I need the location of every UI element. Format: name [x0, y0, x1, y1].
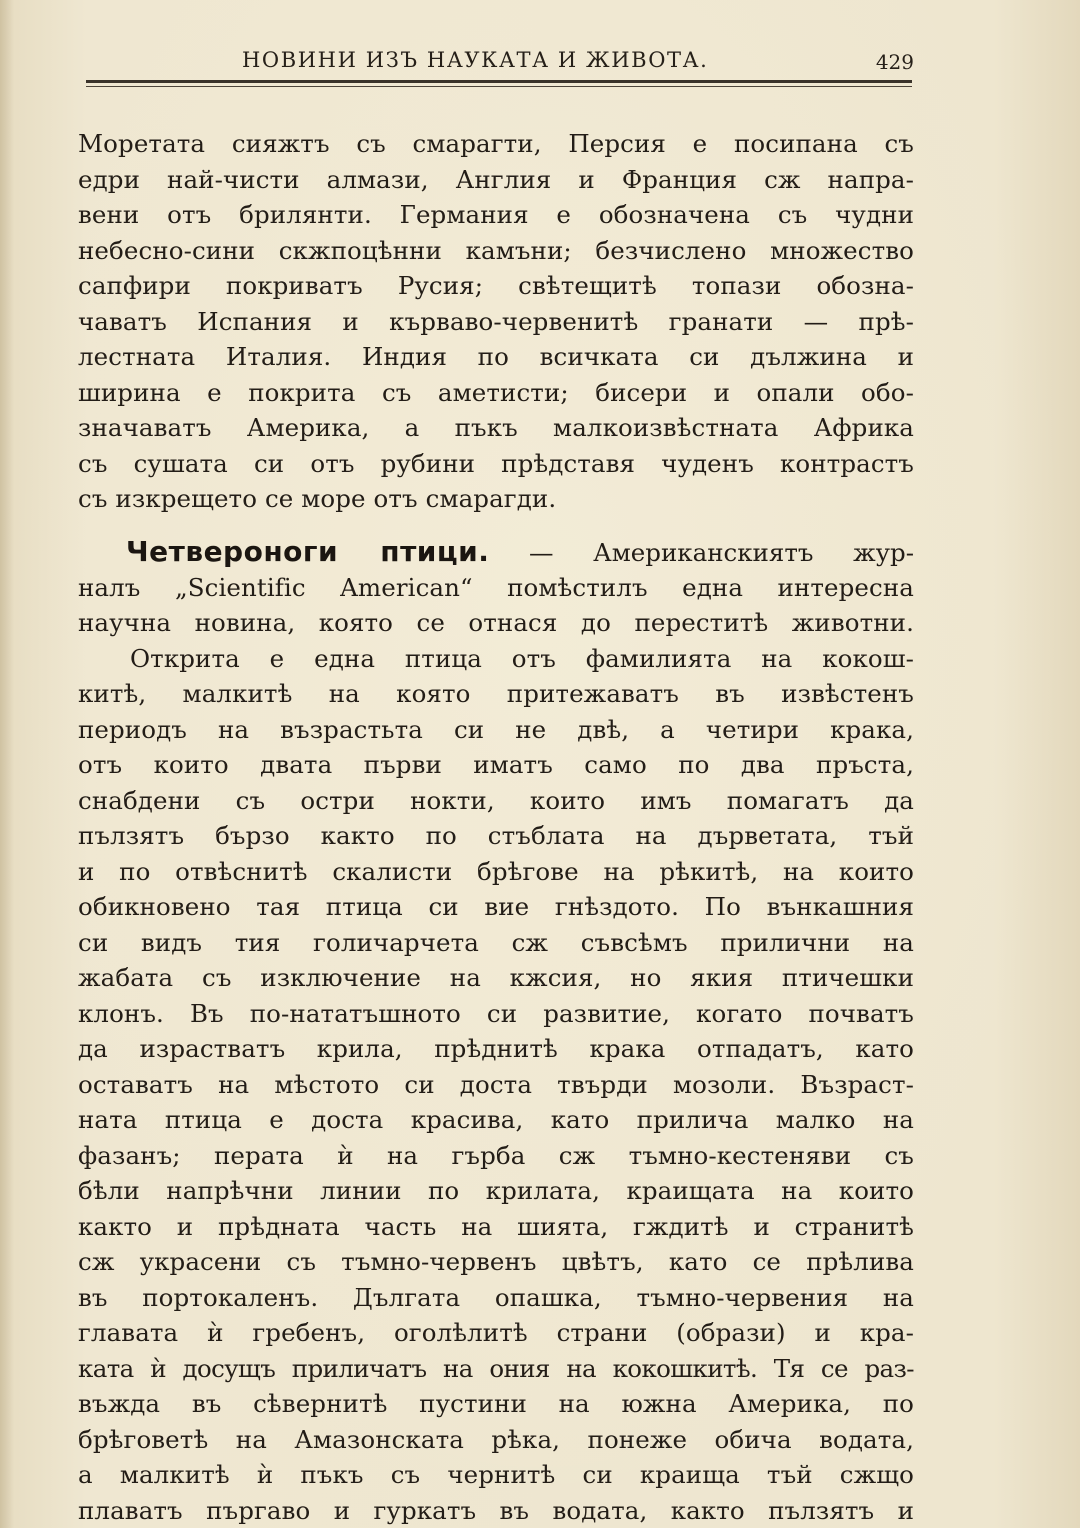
text-line: а малкитѣ ѝ пъкъ съ чернитѣ си краища тъй сжщо — [78, 1460, 914, 1489]
text-line: оставатъ на мѣстото си доста твърди мозоли. Възраст- — [78, 1069, 914, 1099]
text-line: значаватъ Америка, а пъкъ малкоизвѣстната Африка — [78, 413, 914, 442]
text-line: ката ѝ досущъ приличатъ на ония на кокошкитѣ. Тя се раз- — [78, 1353, 914, 1383]
text-line: ната птица е доста красива, като прилича малко на — [78, 1105, 914, 1134]
text-line: вени отъ брилянти. Германия е обозначена съ чудни — [78, 200, 914, 229]
text-line: китѣ, малкитѣ на която притежаватъ въ извѣстенъ — [78, 679, 914, 708]
section-four-legged-birds — [78, 534, 914, 641]
text-line: лестната Италия. Индия по всичката си дължина и — [78, 342, 914, 371]
text-line: чаватъ Испания и кърваво-червенитѣ гранати — прѣ- — [78, 306, 914, 336]
text-line: пълзятъ бързо както по стъблата на дърветата, тъй — [78, 821, 914, 850]
article-body — [78, 126, 914, 1528]
text-line: Моретата сияжтъ съ смарагти, Персия е посипана съ — [78, 129, 914, 158]
header-rule-thick — [86, 80, 912, 83]
text-line: въ портокаленъ. Дългата опашка, тъмно-червения на — [78, 1282, 914, 1312]
text-line: както и прѣдната часть на шията, гждитѣ и странитѣ — [78, 1211, 914, 1241]
running-head — [82, 46, 914, 78]
page-edge-shadow — [0, 0, 14, 1528]
section-heading-line — [78, 534, 914, 570]
text-line: обикновено тая птица си вие гнѣздото. По вънкашния — [78, 892, 914, 921]
paragraph-spacer — [78, 517, 914, 534]
running-title: НОВИНИ ИЗЪ НАУКАТА И ЖИВОТА. — [242, 48, 709, 72]
paragraph-gems — [78, 126, 914, 517]
text-line: съ изкрещето се море отъ смарагди. — [78, 484, 557, 513]
paragraph-bird-description — [78, 641, 914, 1528]
text-line: налъ „Scientific American“ помѣстилъ една интересна — [78, 572, 914, 602]
text-line: фазанъ; перата ѝ на гърба сж тъмно-кестеняви съ — [78, 1140, 914, 1170]
text-line: отъ които двата първи иматъ само по два пръста, — [78, 750, 914, 779]
text-line: периодъ на възрастьта си не двѣ, а четири крака, — [78, 714, 914, 744]
text-line: ширина е покрита съ аметисти; бисери и опали обо- — [78, 377, 914, 407]
header-rule-thin — [86, 86, 912, 87]
text-line: сапфири покриватъ Русия; свѣтещитѣ топази обозна- — [78, 271, 914, 300]
text-line: съ сушата си отъ рубини прѣдставя чуденъ контрастъ — [78, 448, 914, 478]
text-line: едри най-чисти алмази, Англия и Франция сж напра- — [78, 164, 914, 194]
text-line: Открита е една птица отъ фамилията на кокош- — [130, 643, 914, 673]
text-line: снабдени съ остри нокти, които имъ помагатъ да — [78, 785, 914, 815]
page-number: 429 — [875, 50, 914, 74]
text-line: клонъ. Въ по-нататъшното си развитие, когато почватъ — [78, 998, 914, 1028]
text-line: въжда въ сѣвернитѣ пустини на южна Америка, по — [78, 1389, 914, 1418]
section-heading: Четвероноги птици. — [126, 534, 490, 568]
text-line: бѣли напрѣчни линии по крилата, краищата на които — [78, 1176, 914, 1205]
text-line: да израстватъ крила, прѣднитѣ крака отпадатъ, като — [78, 1034, 914, 1063]
text-line: жабата съ изключение на кжсия, но якия птичешки — [78, 963, 914, 992]
text-line: сж украсени съ тъмно-червенъ цвѣтъ, като се прѣлива — [78, 1247, 914, 1276]
text-line: брѣговетѣ на Амазонската рѣка, понеже обича водата, — [78, 1424, 914, 1454]
text-line: и по отвѣснитѣ скалисти брѣгове на рѣкитѣ, на които — [78, 856, 914, 886]
text-line: небесно-сини скжпоцѣнни камъни; безчислено множество — [78, 235, 914, 265]
section-heading-continuation: — Американскиятъ жур- — [529, 537, 914, 567]
text-line: главата ѝ гребенъ, оголѣлитѣ страни (образи) и кра- — [78, 1318, 914, 1347]
text-line: си видъ тия голичарчета сж съвсѣмъ прилични на — [78, 927, 914, 957]
text-line: плаватъ пъргаво и гуркатъ въ водата, както пълзятъ и — [78, 1495, 914, 1525]
text-line: научна новина, която се отнася до переститѣ животни. — [78, 608, 914, 637]
